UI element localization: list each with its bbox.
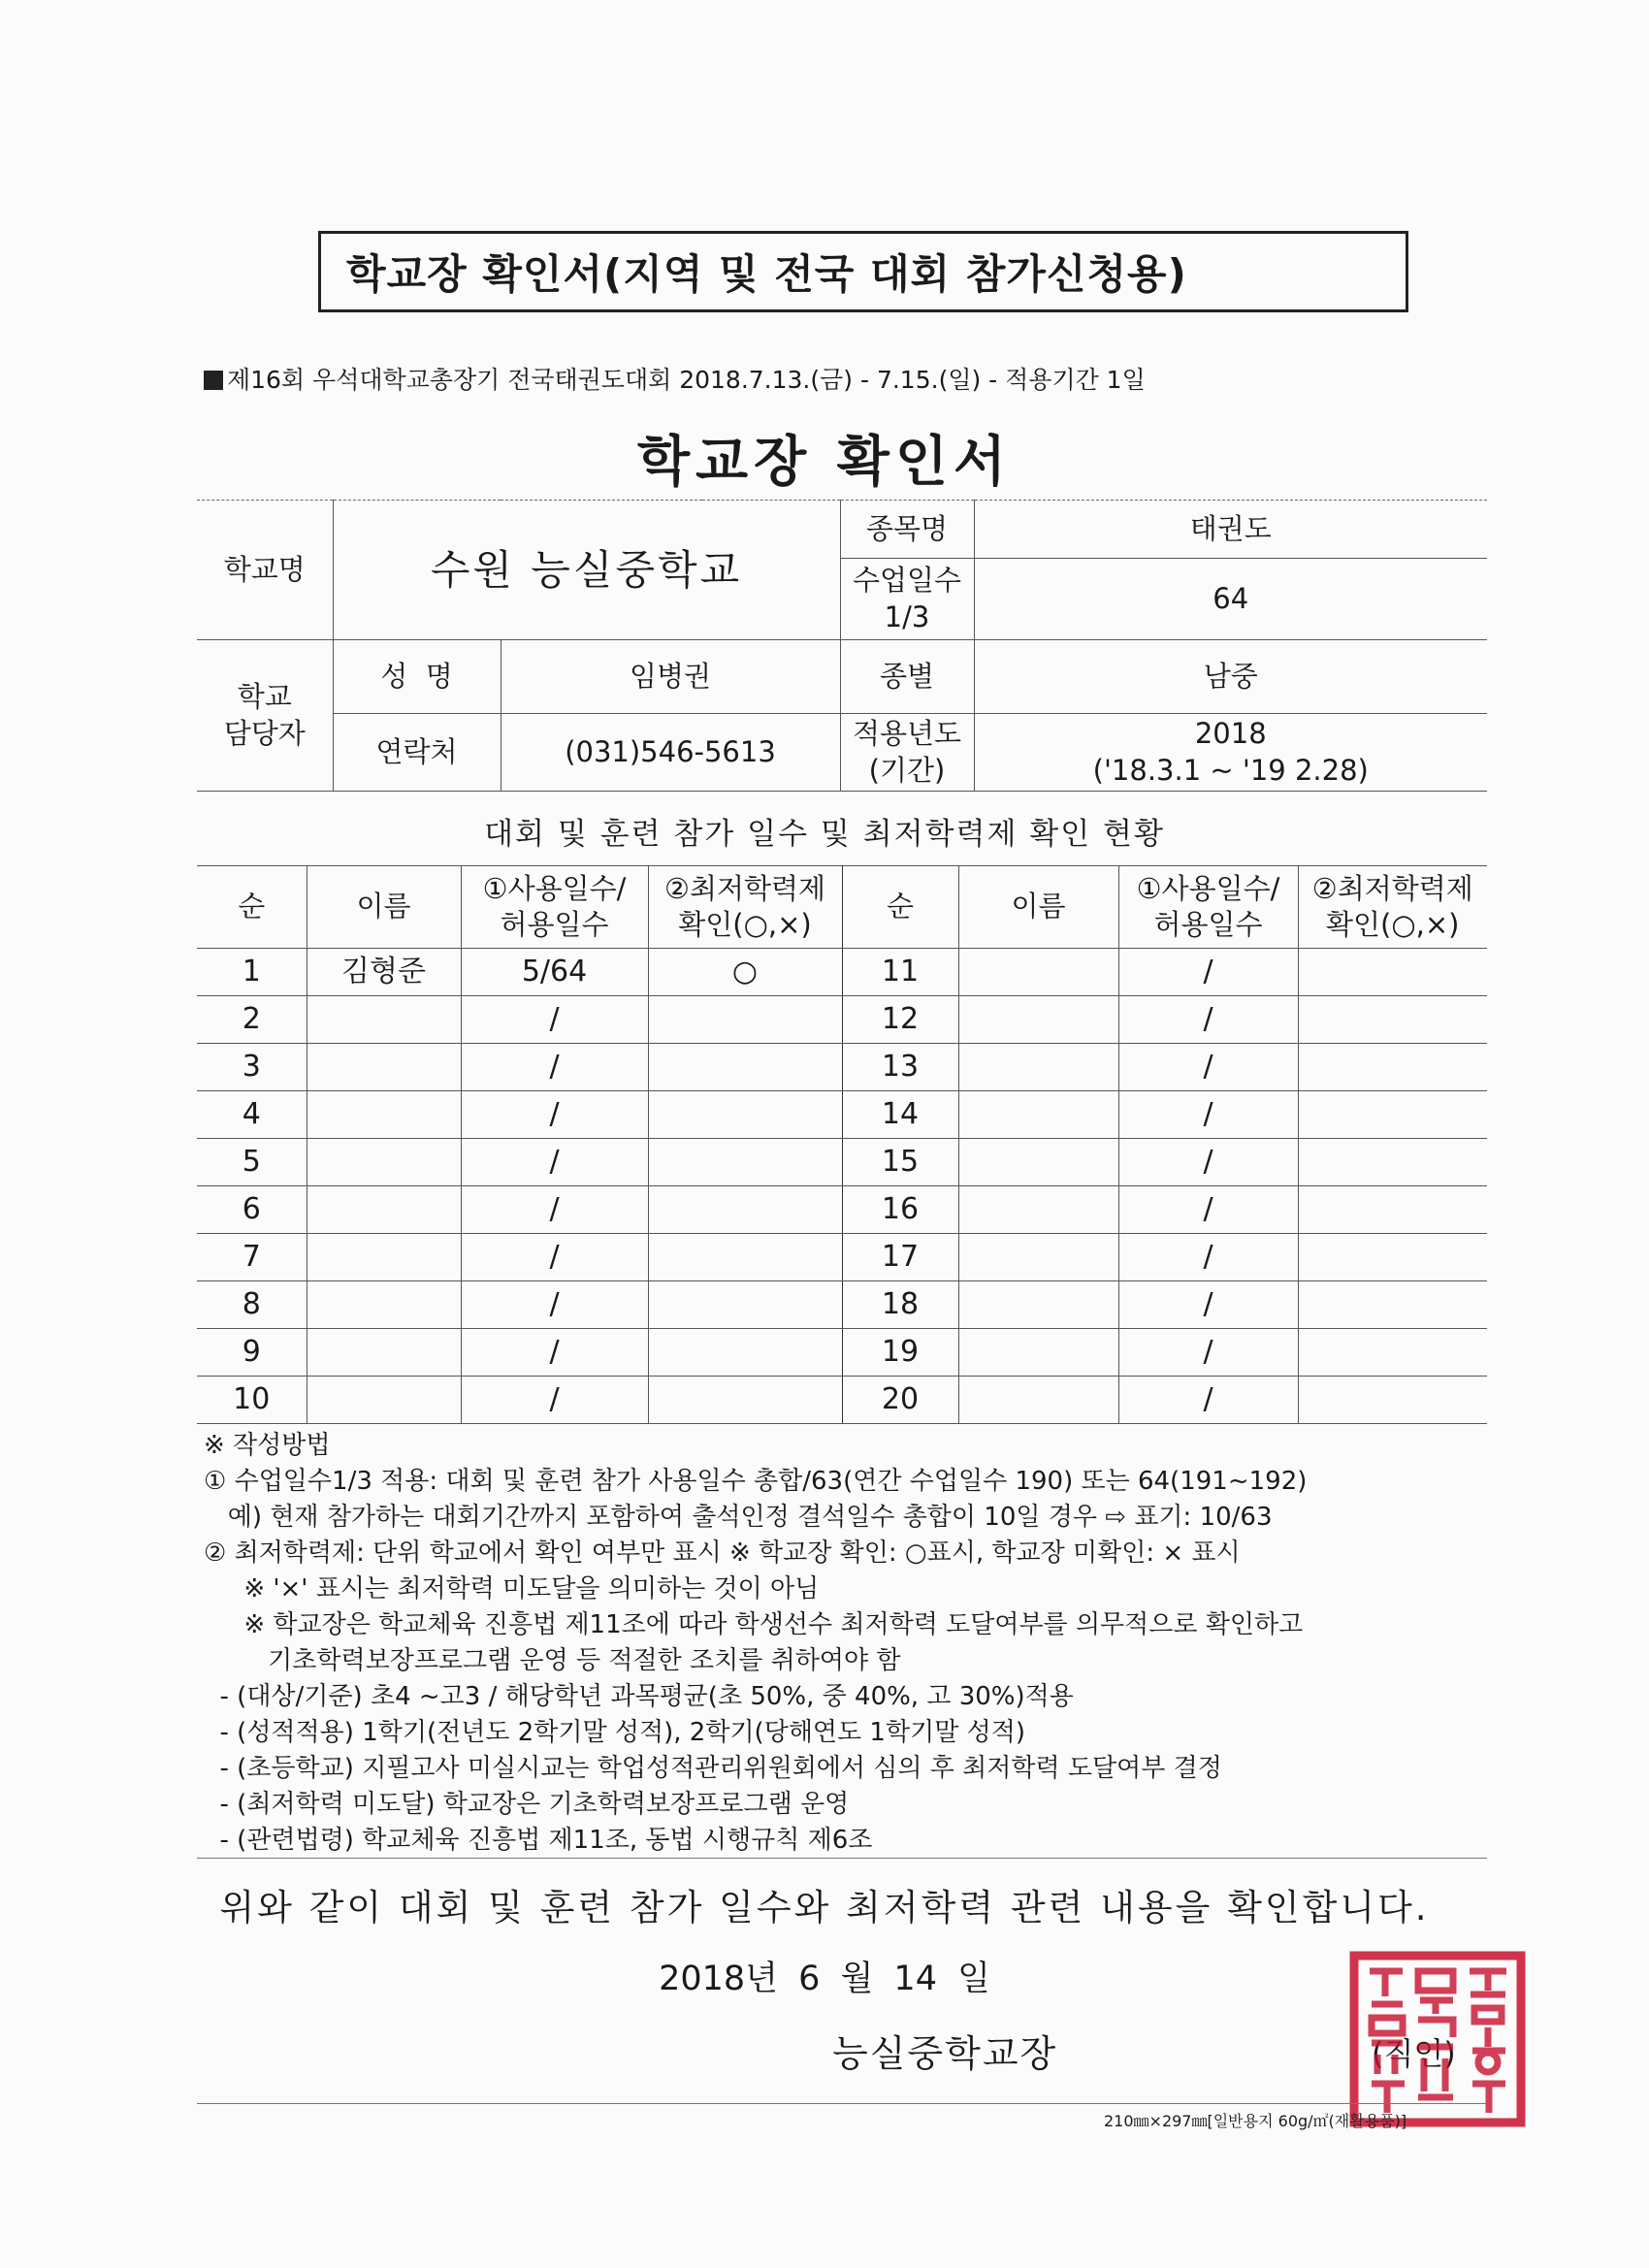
row-check bbox=[648, 1281, 842, 1329]
instruction-line: ② 최저학력제: 단위 학교에서 확인 여부만 표시 ※ 학교장 확인: ○표시, 학교장 미확인: × 표시 bbox=[204, 1539, 1241, 1568]
row-check bbox=[648, 1329, 842, 1377]
header-days bbox=[461, 866, 648, 949]
sport-label: 종목명 bbox=[840, 501, 974, 559]
row-days-right: / bbox=[1118, 1091, 1298, 1139]
row-no: 4 bbox=[197, 1091, 307, 1139]
row-days-right: / bbox=[1118, 1377, 1298, 1424]
table-row bbox=[197, 1186, 1487, 1234]
instruction-line: - (초등학교) 지필고사 미실시교는 학업성적관리위원회에서 심의 후 최저학력 도달여부 결정 bbox=[204, 1754, 1222, 1783]
row-no-right: 16 bbox=[842, 1186, 958, 1234]
row-no-right: 14 bbox=[842, 1091, 958, 1139]
paper-size-note: 210㎜×297㎜[일반용지 60g/㎡(재활용품)] bbox=[1104, 2112, 1407, 2130]
instruction-line: - (대상/기준) 초4 ~고3 / 해당학년 과목평균(초 50%, 중 40%, 고 30%)적용 bbox=[204, 1682, 1074, 1711]
category-label: 종별 bbox=[840, 640, 974, 714]
contact-label: 연락처 bbox=[333, 714, 501, 792]
manager-label-1: 학교 bbox=[237, 680, 292, 714]
row-name bbox=[307, 1377, 461, 1424]
instruction-line: - (최저학력 미도달) 학교장은 기초학력보장프로그램 운영 bbox=[204, 1790, 850, 1819]
header-no: 순 bbox=[197, 866, 307, 949]
table-row bbox=[197, 1139, 1487, 1186]
table-row bbox=[197, 1044, 1487, 1091]
school-name-label: 학교명 bbox=[197, 501, 333, 640]
official-seal-icon bbox=[1348, 1950, 1527, 2128]
row-days: / bbox=[461, 1281, 648, 1329]
header-no-right: 순 bbox=[842, 866, 958, 949]
row-check-right bbox=[1298, 1044, 1487, 1091]
row-check bbox=[648, 1186, 842, 1234]
bottom-divider bbox=[197, 2103, 1487, 2104]
sport-value: 태권도 bbox=[974, 501, 1487, 559]
event-info bbox=[204, 361, 1146, 396]
year-label-1: 적용년도 bbox=[852, 717, 962, 751]
row-no-right: 11 bbox=[842, 949, 958, 996]
header-days-right-2: 허용일수 bbox=[1153, 908, 1263, 941]
row-days-right: / bbox=[1118, 1234, 1298, 1281]
table-row bbox=[197, 1329, 1487, 1377]
row-name-right bbox=[958, 1139, 1118, 1186]
instruction-line: ※ '×' 표시는 최저학력 미도달을 의미하는 것이 아님 bbox=[204, 1574, 820, 1604]
row-name-right bbox=[958, 1044, 1118, 1091]
manager-label-2: 담당자 bbox=[223, 716, 306, 750]
row-no-right: 15 bbox=[842, 1139, 958, 1186]
row-no: 9 bbox=[197, 1329, 307, 1377]
instruction-line: ① 수업일수1/3 적용: 대회 및 훈련 참가 사용일수 총합/63(연간 수업일수 190) 또는 64(191~192) bbox=[204, 1467, 1308, 1496]
row-no-right: 19 bbox=[842, 1329, 958, 1377]
row-days-right: / bbox=[1118, 1044, 1298, 1091]
class-days-label-1: 수업일수 bbox=[852, 564, 962, 598]
row-name-right bbox=[958, 949, 1118, 996]
row-days-right: / bbox=[1118, 1139, 1298, 1186]
row-no-right: 12 bbox=[842, 996, 958, 1044]
row-name-right bbox=[958, 1234, 1118, 1281]
header-check-right-1: ②최저학력제 bbox=[1311, 871, 1473, 905]
row-check-right bbox=[1298, 1329, 1487, 1377]
row-check-right bbox=[1298, 1377, 1487, 1424]
year-value bbox=[974, 714, 1487, 792]
table-row bbox=[197, 1091, 1487, 1139]
row-days: / bbox=[461, 1186, 648, 1234]
row-no: 5 bbox=[197, 1139, 307, 1186]
header-check-1: ②최저학력제 bbox=[663, 871, 826, 905]
row-name-right bbox=[958, 1329, 1118, 1377]
row-no: 2 bbox=[197, 996, 307, 1044]
row-name bbox=[307, 1186, 461, 1234]
row-name-right bbox=[958, 1281, 1118, 1329]
instruction-line: 기초학력보장프로그램 운영 등 적절한 조치를 취하여야 함 bbox=[204, 1646, 901, 1675]
row-no: 6 bbox=[197, 1186, 307, 1234]
row-days-right: / bbox=[1118, 1186, 1298, 1234]
header-days-right bbox=[1118, 866, 1298, 949]
header-days-2: 허용일수 bbox=[500, 908, 609, 941]
row-check bbox=[648, 1234, 842, 1281]
row-days: 5/64 bbox=[461, 949, 648, 996]
event-text: 제16회 우석대학교총장기 전국태권도대회 2018.7.13.(금) - 7.15.(일) - 적용기간 1일 bbox=[227, 366, 1146, 394]
table-row bbox=[197, 949, 1487, 996]
row-days: / bbox=[461, 1329, 648, 1377]
row-name bbox=[307, 1091, 461, 1139]
row-days-right: / bbox=[1118, 1281, 1298, 1329]
row-check-right bbox=[1298, 1281, 1487, 1329]
table-body bbox=[197, 949, 1487, 1424]
row-check bbox=[648, 1377, 842, 1424]
contact-value: (031)546-5613 bbox=[501, 714, 840, 792]
row-days: / bbox=[461, 1139, 648, 1186]
table-row bbox=[197, 1377, 1487, 1424]
row-name bbox=[307, 1044, 461, 1091]
row-check-right bbox=[1298, 949, 1487, 996]
table-row bbox=[197, 996, 1487, 1044]
year-label-2: (기간) bbox=[868, 753, 946, 787]
seal-label: (직인) bbox=[1372, 2035, 1456, 2072]
document-title: 학교장 확인서 bbox=[636, 431, 1013, 494]
year-value-period: ('18.3.1 ~ '19 2.28) bbox=[1092, 753, 1369, 787]
row-days: / bbox=[461, 1091, 648, 1139]
row-name-right bbox=[958, 1091, 1118, 1139]
notes-divider bbox=[197, 1858, 1487, 1859]
row-days-right: / bbox=[1118, 949, 1298, 996]
header-check bbox=[648, 866, 842, 949]
row-name: 김형준 bbox=[307, 949, 461, 996]
class-days-value: 64 bbox=[974, 559, 1487, 640]
row-no: 1 bbox=[197, 949, 307, 996]
row-name bbox=[307, 1281, 461, 1329]
table-row bbox=[197, 1234, 1487, 1281]
header-days-right-1: ①사용일수/ bbox=[1136, 871, 1280, 905]
row-name-right bbox=[958, 1186, 1118, 1234]
instructions bbox=[204, 1428, 1307, 1859]
row-check-right bbox=[1298, 1091, 1487, 1139]
header-check-right bbox=[1298, 866, 1487, 949]
instruction-line: - (성적적용) 1학기(전년도 2학기말 성적), 2학기(당해연도 1학기말 성적) bbox=[204, 1718, 1025, 1747]
row-days: / bbox=[461, 996, 648, 1044]
row-name-right bbox=[958, 996, 1118, 1044]
class-days-label-2: 1/3 bbox=[884, 599, 930, 633]
row-days: / bbox=[461, 1234, 648, 1281]
row-name bbox=[307, 1234, 461, 1281]
class-days-label bbox=[840, 559, 974, 640]
instruction-line: 예) 현재 참가하는 대회기간까지 포함하여 출석인정 결석일수 총합이 10일 경우 ⇨ 표기: 10/63 bbox=[204, 1503, 1273, 1532]
row-name-right bbox=[958, 1377, 1118, 1424]
header-check-2: 확인(○,×) bbox=[678, 908, 812, 941]
header-name: 이름 bbox=[307, 866, 461, 949]
row-check: ○ bbox=[648, 949, 842, 996]
row-no-right: 20 bbox=[842, 1377, 958, 1424]
row-check bbox=[648, 1139, 842, 1186]
row-name bbox=[307, 996, 461, 1044]
header-title: 학교장 확인서(지역 및 전국 대회 참가신청용) bbox=[346, 250, 1187, 298]
school-name-value: 수원 능실중학교 bbox=[333, 501, 840, 640]
status-title: 대회 및 훈련 참가 일수 및 최저학력제 확인 현황 bbox=[484, 817, 1165, 852]
header-days-1: ①사용일수/ bbox=[482, 871, 627, 905]
row-no: 10 bbox=[197, 1377, 307, 1424]
school-info-table bbox=[197, 500, 1487, 792]
row-days-right: / bbox=[1118, 1329, 1298, 1377]
row-name bbox=[307, 1139, 461, 1186]
row-days-right: / bbox=[1118, 996, 1298, 1044]
confirmation-text: 위와 같이 대회 및 훈련 참가 일수와 최저학력 관련 내용을 확인합니다. bbox=[219, 1887, 1430, 1928]
row-no: 8 bbox=[197, 1281, 307, 1329]
row-check bbox=[648, 1091, 842, 1139]
row-days: / bbox=[461, 1044, 648, 1091]
name-value: 임병권 bbox=[501, 640, 840, 714]
name-label: 성 명 bbox=[333, 640, 501, 714]
table-row bbox=[197, 1281, 1487, 1329]
header-check-right-2: 확인(○,×) bbox=[1326, 908, 1460, 941]
row-check-right bbox=[1298, 1186, 1487, 1234]
row-days: / bbox=[461, 1377, 648, 1424]
row-no: 3 bbox=[197, 1044, 307, 1091]
row-no: 7 bbox=[197, 1234, 307, 1281]
row-no-right: 13 bbox=[842, 1044, 958, 1091]
category-value: 남중 bbox=[974, 640, 1487, 714]
bullet-square-icon bbox=[204, 371, 223, 390]
row-check bbox=[648, 1044, 842, 1091]
row-no-right: 17 bbox=[842, 1234, 958, 1281]
year-value-year: 2018 bbox=[1194, 717, 1267, 751]
row-check-right bbox=[1298, 1139, 1487, 1186]
header-name-right: 이름 bbox=[958, 866, 1118, 949]
participation-table bbox=[197, 865, 1487, 1424]
row-check-right bbox=[1298, 1234, 1487, 1281]
issue-date: 2018년 6 월 14 일 bbox=[659, 1960, 990, 1998]
instruction-line: - (관련법령) 학교체육 진흥법 제11조, 동법 시행규칙 제6조 bbox=[204, 1826, 873, 1855]
year-label bbox=[840, 714, 974, 792]
row-name bbox=[307, 1329, 461, 1377]
table-header-row bbox=[197, 866, 1487, 949]
principal-name: 능실중학교장 bbox=[832, 2032, 1058, 2075]
instruction-line: ※ 학교장은 학교체육 진흥법 제11조에 따라 학생선수 최저학력 도달여부를 의무적으로 확인하고 bbox=[204, 1610, 1304, 1639]
row-check-right bbox=[1298, 996, 1487, 1044]
row-check bbox=[648, 996, 842, 1044]
header-title-box bbox=[318, 231, 1408, 312]
row-no-right: 18 bbox=[842, 1281, 958, 1329]
manager-label bbox=[197, 640, 333, 792]
instruction-line: ※ 작성방법 bbox=[204, 1431, 331, 1460]
